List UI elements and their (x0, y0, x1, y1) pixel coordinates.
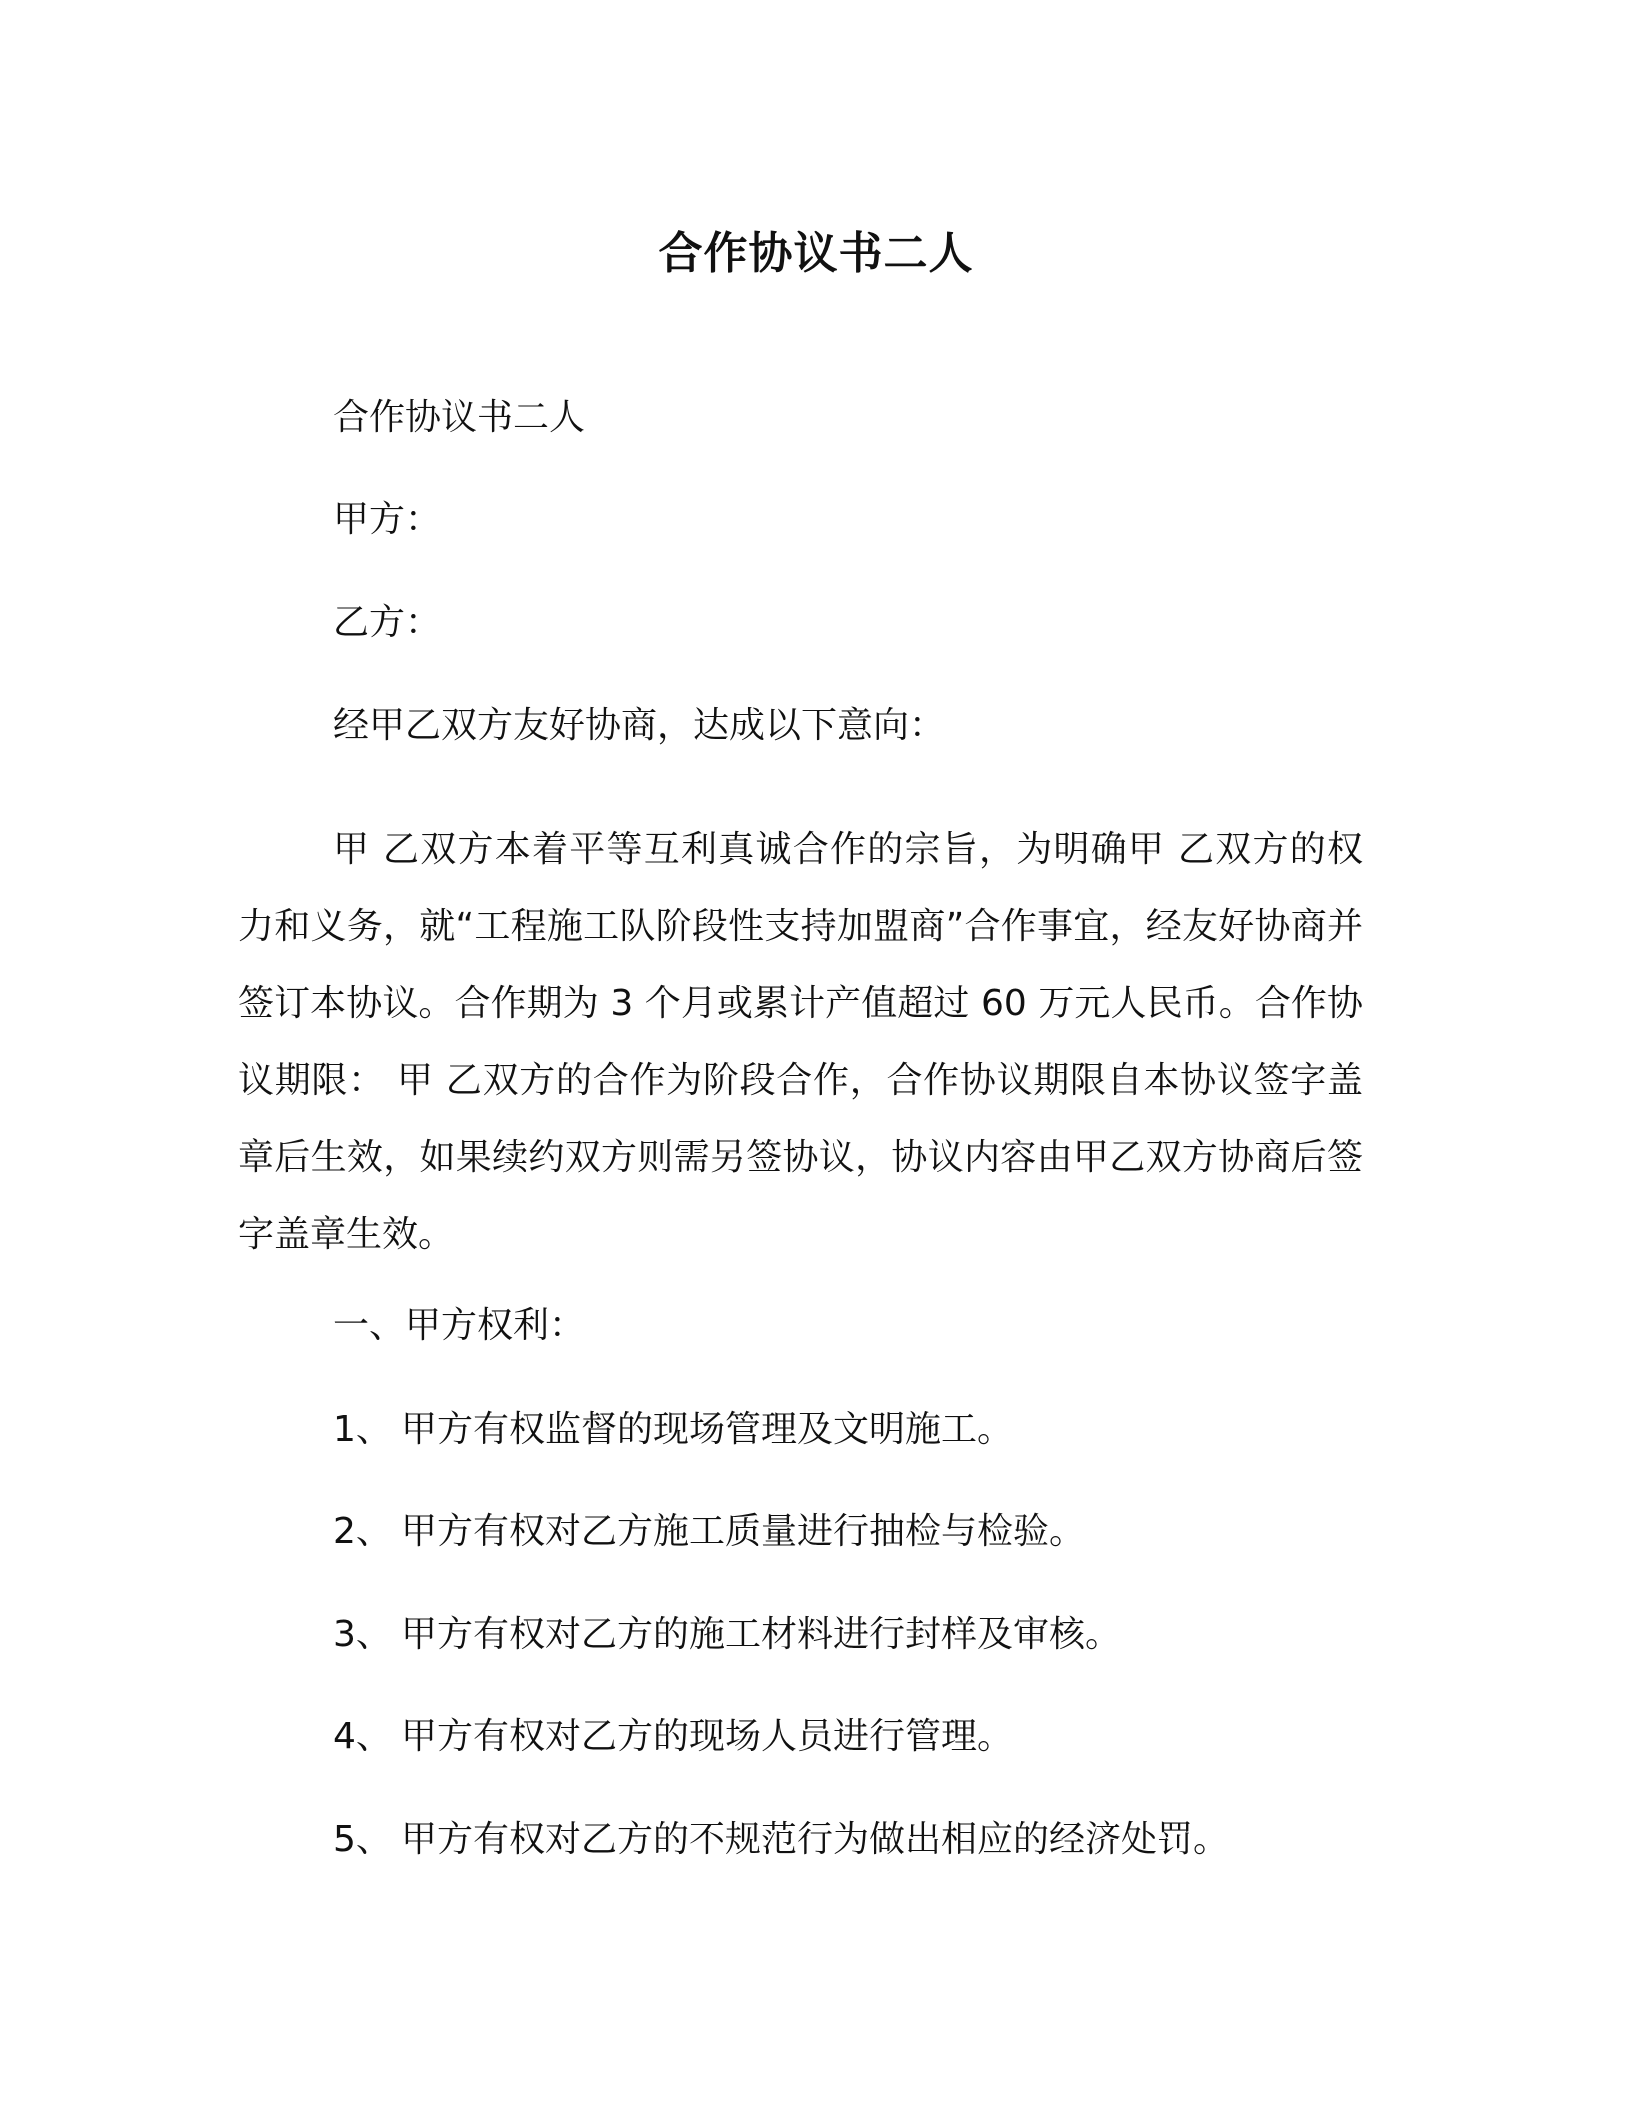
party-a-label: 甲方： (333, 499, 442, 540)
list-item-text: 甲方有权对乙方的现场人员进行管理。 (401, 1716, 1014, 1757)
list-item-number: 4、 (333, 1716, 392, 1757)
list-item-text: 甲方有权对乙方施工质量进行抽检与检验。 (401, 1511, 1086, 1552)
list-item (333, 1404, 1013, 1456)
list-item (333, 1506, 1085, 1558)
party-b-label: 乙方： (333, 602, 442, 643)
list-item-number: 3、 (333, 1614, 392, 1655)
section-heading: 一、甲方权利： (333, 1305, 586, 1346)
agreement-body: 甲 乙双方本着平等互利真诚合作的宗旨，为明确甲 乙双方的权力和义务，就“工程施工队阶段性支持加盟商”合作事宜，经友好协商并签订本协议。合作期为 3 个月或累计产值超过 60 万元人民币。合作协议期限： 甲 乙双方的合作为阶段合作，合作协议期限自本协议签字盖章后生效，如果续约双方则需另签协议，协议内容由甲乙双方协商后签字盖章生效。 (238, 829, 1363, 1255)
page-title: 合作协议书二人 (658, 228, 974, 279)
list-item (333, 1814, 1229, 1866)
list-item (333, 1609, 1121, 1661)
list-item-text: 甲方有权监督的现场管理及文明施工。 (401, 1409, 1014, 1450)
list-item-number: 5、 (333, 1819, 392, 1860)
document-subtitle: 合作协议书二人 (333, 397, 586, 438)
list-item (333, 1711, 1013, 1763)
intro-text: 经甲乙双方友好协商，达成以下意向： (333, 705, 946, 746)
list-item-number: 2、 (333, 1511, 392, 1552)
list-item-text: 甲方有权对乙方的施工材料进行封样及审核。 (401, 1614, 1122, 1655)
list-item-text: 甲方有权对乙方的不规范行为做出相应的经济处罚。 (401, 1819, 1230, 1860)
list-item-number: 1、 (333, 1409, 392, 1450)
